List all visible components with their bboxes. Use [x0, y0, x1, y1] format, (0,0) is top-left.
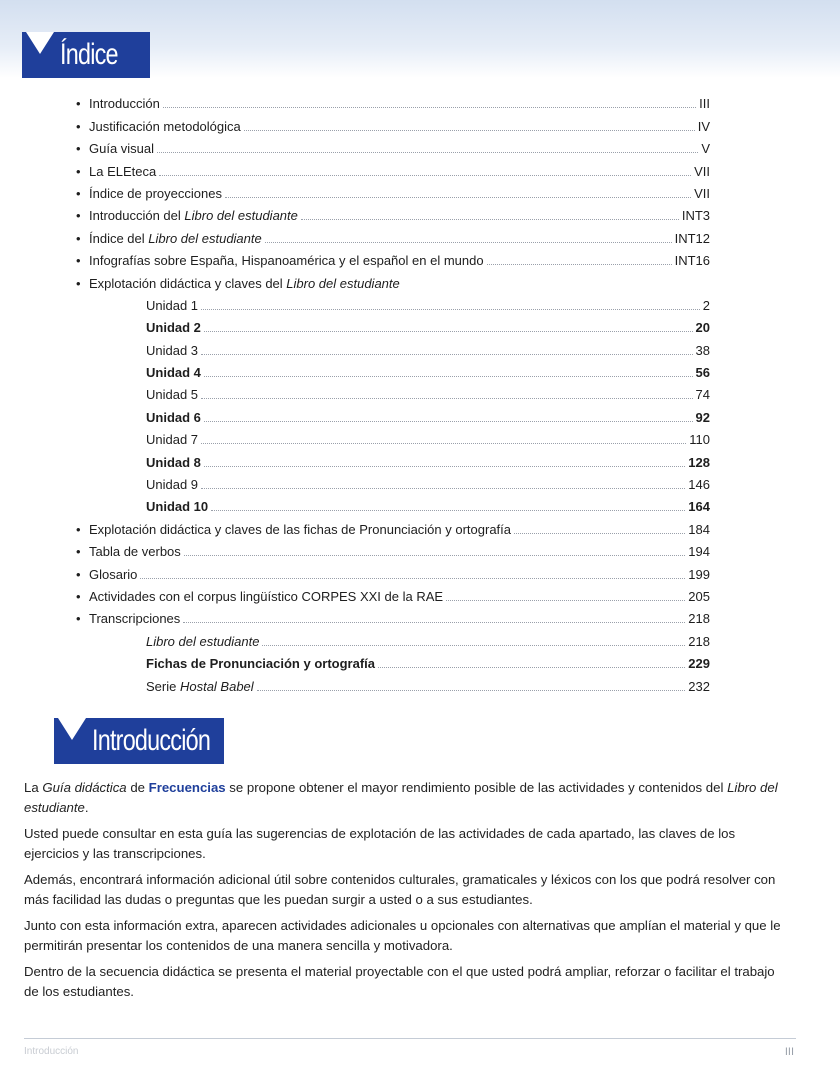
text-run: Unidad 3 [146, 342, 199, 358]
dot-leader [201, 354, 692, 355]
text-run: Actividades con el corpus lingüístico CORPES XXI de la RAE [89, 588, 444, 604]
text-run: Transcripciones [89, 611, 181, 627]
chevron-down-icon [26, 32, 54, 54]
toc-entry-label [89, 567, 137, 583]
toc-page-number: 229 [688, 656, 710, 672]
indice-heading [22, 32, 150, 78]
brand-name: Frecuencias [148, 780, 226, 795]
text-run-italic: Libro del estudiante [24, 780, 778, 815]
dot-leader [514, 533, 685, 534]
toc-page-number: 199 [688, 566, 710, 582]
toc-page-number: 110 [689, 432, 710, 448]
text-run: Unidad 7 [146, 432, 199, 448]
toc-entry [76, 157, 710, 179]
bullet-icon: • [76, 275, 81, 291]
toc-entry-label [146, 365, 201, 381]
dot-leader [204, 376, 693, 377]
toc-subentry [76, 672, 710, 694]
page-number: III [784, 1046, 794, 1058]
introduccion-heading [54, 718, 224, 764]
indice-heading-text: Índice [60, 38, 118, 71]
toc-entry [76, 202, 710, 224]
bullet-icon: • [76, 185, 81, 201]
dot-leader [262, 645, 685, 646]
text-run: Unidad 4 [146, 365, 201, 381]
text-run: Unidad 2 [146, 320, 201, 336]
toc-entry [76, 90, 710, 112]
toc-entry-label [146, 679, 254, 695]
dot-leader [163, 107, 696, 108]
introduccion-heading-text: Introducción [92, 724, 211, 757]
bullet-icon: • [76, 521, 81, 537]
toc-entry-label [146, 499, 208, 515]
text-run: Introducción del [89, 208, 185, 224]
toc-entry [76, 538, 710, 560]
toc-entry-label [146, 343, 198, 359]
intro-paragraph: Usted puede consultar en esta guía las sugerencias de explotación de las actividades de cada apartado, las claves de los ejercicios y las transcripciones. [24, 826, 736, 861]
chevron-down-icon [58, 718, 86, 740]
bullet-icon: • [76, 544, 81, 560]
text-run: de [126, 780, 149, 795]
dot-leader [301, 219, 679, 220]
footer-section: Introducción [24, 1046, 79, 1057]
bullet-icon: • [76, 611, 81, 627]
text-run-italic: Hostal Babel [179, 678, 254, 694]
toc-page-number: VII [694, 163, 710, 179]
dot-leader [487, 264, 672, 265]
text-run: Justificación metodológica [89, 118, 241, 134]
dot-leader [184, 555, 686, 556]
toc-subentry [76, 381, 710, 403]
toc-subentry [76, 403, 710, 425]
text-run-italic: Libro del estudiante [184, 208, 298, 224]
toc-entry-label [89, 231, 262, 247]
toc-page-number: V [701, 141, 710, 157]
text-run-italic: Libro del estudiante [146, 633, 260, 649]
text-run: Tabla de verbos [89, 544, 181, 560]
toc-entry-label [146, 432, 198, 448]
toc-page-number: INT16 [674, 253, 710, 269]
text-run: Fichas de Pronunciación y ortografía [146, 656, 375, 672]
toc-entry-label [146, 387, 198, 403]
text-run: Unidad 10 [146, 499, 209, 515]
text-run-italic: Libro del estudiante [148, 230, 262, 246]
toc-entry-label [89, 164, 156, 180]
intro-paragraph: Además, encontrará información adicional útil sobre contenidos culturales, gramaticales y léxicos con los que podrá resolver con más facilidad las dudas o preguntas que les puedan surgir a usted o a sus estudiantes. [24, 872, 776, 907]
intro-paragraph: Dentro de la secuencia didáctica se presenta el material proyectable con el que usted podrá ampliar, reforzar o facilitar el trabajo de los estudiantes. [24, 964, 775, 999]
dot-leader [446, 600, 685, 601]
text-run: Serie [146, 678, 180, 694]
toc-subentry [76, 448, 710, 470]
toc-page-number: 205 [688, 588, 710, 604]
text-run: Unidad 6 [146, 409, 201, 425]
toc-page-number: 20 [695, 320, 710, 336]
toc-entry [76, 135, 710, 157]
text-run: se propone obtener el mayor rendimiento posible de las actividades y contenidos del [225, 780, 728, 795]
dot-leader [157, 152, 698, 153]
toc-entry-label [146, 298, 198, 314]
dot-leader [201, 488, 685, 489]
toc-entry [76, 515, 710, 537]
toc-entry-label [89, 186, 222, 202]
dot-leader [183, 622, 685, 623]
text-run: La ELEteca [89, 163, 157, 179]
toc-entry [76, 112, 710, 134]
toc-subentry [76, 292, 710, 314]
text-run: Infografías sobre España, Hispanoamérica y el español en el mundo [89, 253, 484, 269]
footer-divider [24, 1038, 796, 1039]
toc-subentry [76, 359, 710, 381]
toc-page-number: 74 [695, 387, 710, 403]
dot-leader [378, 667, 685, 668]
bullet-icon: • [76, 230, 81, 246]
toc-page-number: 2 [702, 297, 710, 313]
toc-entry-label [146, 320, 201, 336]
dot-leader [265, 242, 672, 243]
toc-entry [76, 560, 710, 582]
toc-entry-label [146, 455, 201, 471]
text-run: Índice del [89, 230, 149, 246]
toc-entry [76, 269, 710, 291]
toc-page-number: 218 [688, 633, 710, 649]
text-run: Unidad 5 [146, 387, 199, 403]
toc-entry-label [89, 253, 484, 269]
text-run: Unidad 9 [146, 477, 199, 493]
toc-entry [76, 605, 710, 627]
text-run-italic: Guía didáctica [42, 780, 127, 795]
toc-page-number: 232 [688, 678, 710, 694]
bullet-icon: • [76, 208, 81, 224]
toc-page-number: 218 [688, 611, 710, 627]
dot-leader [204, 421, 693, 422]
dot-leader [204, 466, 685, 467]
toc-subentry [76, 426, 710, 448]
intro-paragraph: Junto con esta información extra, aparecen actividades adicionales u opcionales con alternativas que amplían el material y que le permitirán presentar los contenidos de una manera sencilla y motivadora. [24, 918, 781, 953]
dot-leader [201, 398, 692, 399]
toc-subentry [76, 471, 710, 493]
toc-page-number: III [699, 96, 710, 112]
dot-leader [204, 331, 693, 332]
bullet-icon: • [76, 141, 81, 157]
text-run: Guía visual [89, 141, 155, 157]
toc-page-number: 146 [688, 477, 710, 493]
toc-entry [76, 583, 710, 605]
toc-entry-label [146, 634, 259, 650]
text-run: Unidad 1 [146, 297, 199, 313]
text-run: Explotación didáctica y claves de las fichas de Pronunciación y ortografía [89, 521, 512, 537]
toc-page-number: INT12 [674, 230, 710, 246]
toc-page-number: IV [697, 118, 710, 134]
text-run: . [84, 800, 89, 815]
dot-leader [257, 690, 686, 691]
text-run: Glosario [89, 566, 138, 582]
toc-entry-label [89, 544, 181, 560]
toc-page-number: 164 [688, 499, 710, 515]
toc-subentry [76, 627, 710, 649]
toc-entry-label [146, 656, 375, 672]
dot-leader [201, 443, 686, 444]
bullet-icon: • [76, 588, 81, 604]
text-run: Explotación didáctica y claves del [89, 275, 287, 291]
dot-leader [211, 510, 685, 511]
toc-entry [76, 247, 710, 269]
text-run: Unidad 8 [146, 454, 201, 470]
toc-subentry [76, 314, 710, 336]
toc-page-number: 128 [688, 454, 710, 470]
toc-entry-label [89, 96, 160, 112]
text-run-italic: Libro del estudiante [286, 275, 400, 291]
toc-entry-label [89, 208, 298, 224]
bullet-icon: • [76, 566, 81, 582]
text-run: Índice de proyecciones [89, 185, 222, 201]
intro-paragraph [24, 778, 786, 818]
bullet-icon: • [76, 96, 81, 112]
bullet-icon: • [76, 163, 81, 179]
toc-page-number: VII [694, 185, 710, 201]
dot-leader [140, 578, 685, 579]
toc-entry-label [89, 276, 400, 292]
dot-leader [201, 309, 700, 310]
bullet-icon: • [76, 253, 81, 269]
toc-subentry [76, 493, 710, 515]
toc-entry [76, 224, 710, 246]
toc-subentry [76, 650, 710, 672]
toc-entry [76, 180, 710, 202]
toc-entry-label [89, 119, 241, 135]
text-run: La [24, 780, 43, 795]
dot-leader [159, 175, 691, 176]
dot-leader [225, 197, 691, 198]
toc-entry-label [146, 477, 198, 493]
toc-page-number: 92 [695, 409, 710, 425]
toc-entry-label [89, 611, 180, 627]
bullet-icon: • [76, 118, 81, 134]
introduccion-body [24, 778, 786, 1008]
toc-entry-label [89, 589, 443, 605]
text-run: Introducción [89, 96, 160, 112]
toc-page-number: INT3 [681, 208, 710, 224]
toc-entry-label [89, 141, 154, 157]
toc-page-number: 38 [695, 342, 710, 358]
toc-entry-label [146, 410, 201, 426]
toc-page-number: 194 [688, 544, 710, 560]
dot-leader [244, 130, 695, 131]
toc-page-number: 56 [695, 365, 710, 381]
toc-entry-label [89, 522, 511, 538]
table-of-contents [76, 90, 710, 695]
toc-subentry [76, 336, 710, 358]
toc-page-number: 184 [688, 521, 710, 537]
